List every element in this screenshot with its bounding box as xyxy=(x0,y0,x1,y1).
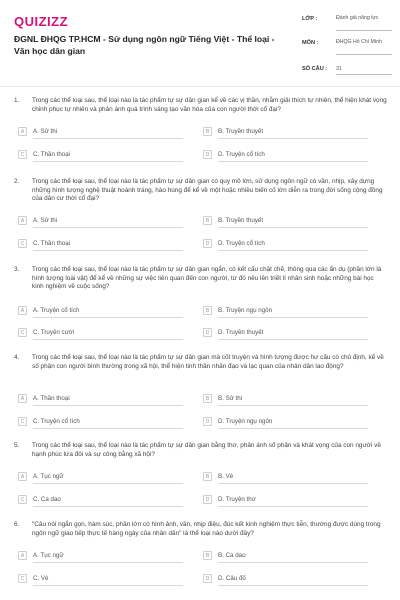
option-text: A. Truyện cổ tích xyxy=(33,306,80,314)
option-underline xyxy=(218,250,368,251)
q6-option-c[interactable] xyxy=(18,573,186,587)
option-letter-box: A xyxy=(18,127,27,136)
option-text: C. Thần thoại xyxy=(33,239,71,247)
q2-option-d[interactable] xyxy=(203,238,371,252)
option-underline xyxy=(33,161,183,162)
option-text: D. Truyện cổ tích xyxy=(218,239,265,247)
option-underline xyxy=(218,227,368,228)
option-text: C. Truyện cười xyxy=(33,328,75,336)
question-text: Trong các thể loại sau, thể loại nào là tác phẩm tự sự dân gian kể về các vị thần, nhằm giải thích tự nhiên, thể hiện khát vọng chinh phục tự nhiên và phản ánh quá trình sáng tạo văn hóa của con người thời cổ đại? xyxy=(32,97,387,113)
option-underline xyxy=(33,506,183,507)
q6-option-b[interactable] xyxy=(203,550,371,564)
meta-count-label: SỐ CÂU : xyxy=(302,66,328,72)
option-letter-box: D xyxy=(203,417,212,426)
option-letter-box: B xyxy=(203,127,212,136)
option-letter-box: C xyxy=(18,495,27,504)
option-underline xyxy=(33,227,183,228)
q1-option-d[interactable] xyxy=(203,149,371,163)
option-letter-box: D xyxy=(203,150,212,159)
option-text: A. Tục ngữ xyxy=(33,472,64,480)
q3-option-a[interactable] xyxy=(18,305,186,319)
q3-option-d[interactable] xyxy=(203,327,371,341)
question-text: "Câu nói ngắn gọn, hàm súc, phần lớn có hình ảnh, vần, nhịp điệu, đúc kết kinh nghiệm thực tiễn, thường được dùng trong ngôn ngữ giao tiếp thực tế hàng ngày của nhân dân" là thể loại nào dưới đây? xyxy=(32,521,381,537)
option-underline xyxy=(218,161,368,162)
option-letter-box: A xyxy=(18,394,27,403)
option-text: B. Ca dao xyxy=(218,551,246,559)
question-text: Trong các thể loại sau, thể loại nào là tác phẩm tự sự dân gian mà cốt truyện và hình tượng được hư cấu có chủ định, kể về số phận con người bình thường trong xã hội, thể hiện tinh thần nhân đạo và lạc quan của nhân dân lao động? xyxy=(32,354,384,370)
option-text: B. Sử thi xyxy=(218,394,243,402)
quizizz-logo: QUIZIZZ xyxy=(14,14,69,29)
q6-option-a[interactable] xyxy=(18,550,186,564)
option-text: D. Câu đố xyxy=(218,574,246,582)
option-letter-box: C xyxy=(18,574,27,583)
option-letter-box: A xyxy=(18,472,27,481)
option-text: C. Truyện cổ tích xyxy=(33,417,80,425)
option-letter-box: C xyxy=(18,328,27,337)
option-text: A. Tục ngữ xyxy=(33,551,64,559)
q1-option-b[interactable] xyxy=(203,126,371,140)
option-text: A. Thần thoại xyxy=(33,394,70,402)
meta-subject-line xyxy=(336,54,392,55)
option-text: A. Sử thi xyxy=(33,216,58,224)
worksheet-header xyxy=(0,0,400,85)
question-number: 5. xyxy=(14,442,20,449)
option-underline xyxy=(33,483,183,484)
q2-option-b[interactable] xyxy=(203,215,371,229)
q1-option-c[interactable] xyxy=(18,149,186,163)
meta-class-line xyxy=(336,30,392,31)
option-underline xyxy=(33,138,183,139)
q5-option-a[interactable] xyxy=(18,471,186,485)
q2-option-a[interactable] xyxy=(18,215,186,229)
q1-option-a[interactable] xyxy=(18,126,186,140)
q3-option-b[interactable] xyxy=(203,305,371,319)
question-number: 6. xyxy=(14,521,20,528)
worksheet-title: ĐGNL ĐHQG TP.HCM - Sử dụng ngôn ngữ Tiếng Việt - Thể loại - Văn học dân gian xyxy=(14,34,275,56)
header-divider xyxy=(0,86,400,87)
q3-option-c[interactable] xyxy=(18,327,186,341)
option-text: D. Truyện ngụ ngôn xyxy=(218,417,273,425)
option-text: D. Truyền thuyết xyxy=(218,328,264,336)
q4-option-d[interactable] xyxy=(203,416,371,430)
option-text: B. Truyền thuyết xyxy=(218,216,264,224)
question-text: Trong các thể loại sau, thể loại nào là tác phẩm tự sự dân gian ngắn, có kết cấu chặt chẽ, thông qua các ẩn dụ (phần lớn là hình tượng loài vật) để kể về những sự việc liên quan đến con người, từ đó nêu lên triết lí nhân sinh hoặc những bài học kinh nghiệm về cuộc sống? xyxy=(32,266,382,291)
option-underline xyxy=(33,339,183,340)
option-text: B. Truyền thuyết xyxy=(218,127,264,135)
question-number: 3. xyxy=(14,266,20,273)
meta-subject-value: ĐHQG Hồ Chí Minh xyxy=(336,39,382,45)
option-underline xyxy=(33,562,183,563)
q4-option-a[interactable] xyxy=(18,393,186,407)
option-underline xyxy=(218,317,368,318)
option-letter-box: C xyxy=(18,417,27,426)
option-letter-box: D xyxy=(203,574,212,583)
question-text: Trong các thể loại sau, thể loại nào là tác phẩm tự sự dân gian có quy mô lớn, sử dụng ngôn ngữ có vần, nhịp, xây dựng những hình tượng nghệ thuật hoành tráng, hào hùng để kể về một hoặc nhiều biến cố lớn diễn ra trong đời sống cộng đồng của dân cư thời cổ đại? xyxy=(32,178,383,203)
option-text: C. Thần thoại xyxy=(33,150,71,158)
option-letter-box: B xyxy=(203,216,212,225)
meta-class-label: LỚP : xyxy=(302,16,318,22)
question-number: 1. xyxy=(14,97,20,104)
option-text: C. Vè xyxy=(33,574,49,582)
option-underline xyxy=(33,317,183,318)
option-letter-box: D xyxy=(203,495,212,504)
option-underline xyxy=(33,250,183,251)
option-underline xyxy=(218,585,368,586)
option-letter-box: B xyxy=(203,472,212,481)
meta-count-value: 31 xyxy=(336,66,342,72)
option-letter-box: B xyxy=(203,306,212,315)
option-underline xyxy=(218,506,368,507)
option-text: B. Truyện ngụ ngôn xyxy=(218,306,273,314)
option-letter-box: B xyxy=(203,394,212,403)
option-underline xyxy=(218,428,368,429)
q5-option-b[interactable] xyxy=(203,471,371,485)
option-letter-box: C xyxy=(18,150,27,159)
option-letter-box: D xyxy=(203,239,212,248)
option-text: C. Ca dao xyxy=(33,495,61,503)
option-letter-box: A xyxy=(18,551,27,560)
q4-option-b[interactable] xyxy=(203,393,371,407)
option-text: A. Sử thi xyxy=(33,127,58,135)
meta-class-value: Đánh giá năng lực xyxy=(336,15,379,21)
option-text: B. Vè xyxy=(218,472,234,480)
option-underline xyxy=(218,138,368,139)
q5-option-c[interactable] xyxy=(18,494,186,508)
option-underline xyxy=(33,428,183,429)
q4-option-c[interactable] xyxy=(18,416,186,430)
option-text: D. Truyện cổ tích xyxy=(218,150,265,158)
option-letter-box: B xyxy=(203,551,212,560)
question-number: 2. xyxy=(14,178,20,185)
q2-option-c[interactable] xyxy=(18,238,186,252)
option-underline xyxy=(218,562,368,563)
option-letter-box: A xyxy=(18,216,27,225)
option-text: D. Truyện thơ xyxy=(218,495,256,503)
option-underline xyxy=(218,405,368,406)
option-underline xyxy=(33,405,183,406)
meta-count-line xyxy=(336,74,392,75)
meta-subject-label: MÔN : xyxy=(302,40,319,46)
option-underline xyxy=(218,483,368,484)
option-underline xyxy=(218,339,368,340)
option-letter-box: C xyxy=(18,239,27,248)
option-letter-box: A xyxy=(18,306,27,315)
question-number: 4. xyxy=(14,354,20,361)
q6-option-d[interactable] xyxy=(203,573,371,587)
option-letter-box: D xyxy=(203,328,212,337)
question-text: Trong các thể loại sau, thể loại nào là tác phẩm tự sự dân gian bằng thơ, phản ánh số phận và khát vọng của con người về hạnh phúc lứa đôi và sự công bằng xã hội? xyxy=(32,442,381,458)
option-underline xyxy=(33,585,183,586)
q5-option-d[interactable] xyxy=(203,494,371,508)
